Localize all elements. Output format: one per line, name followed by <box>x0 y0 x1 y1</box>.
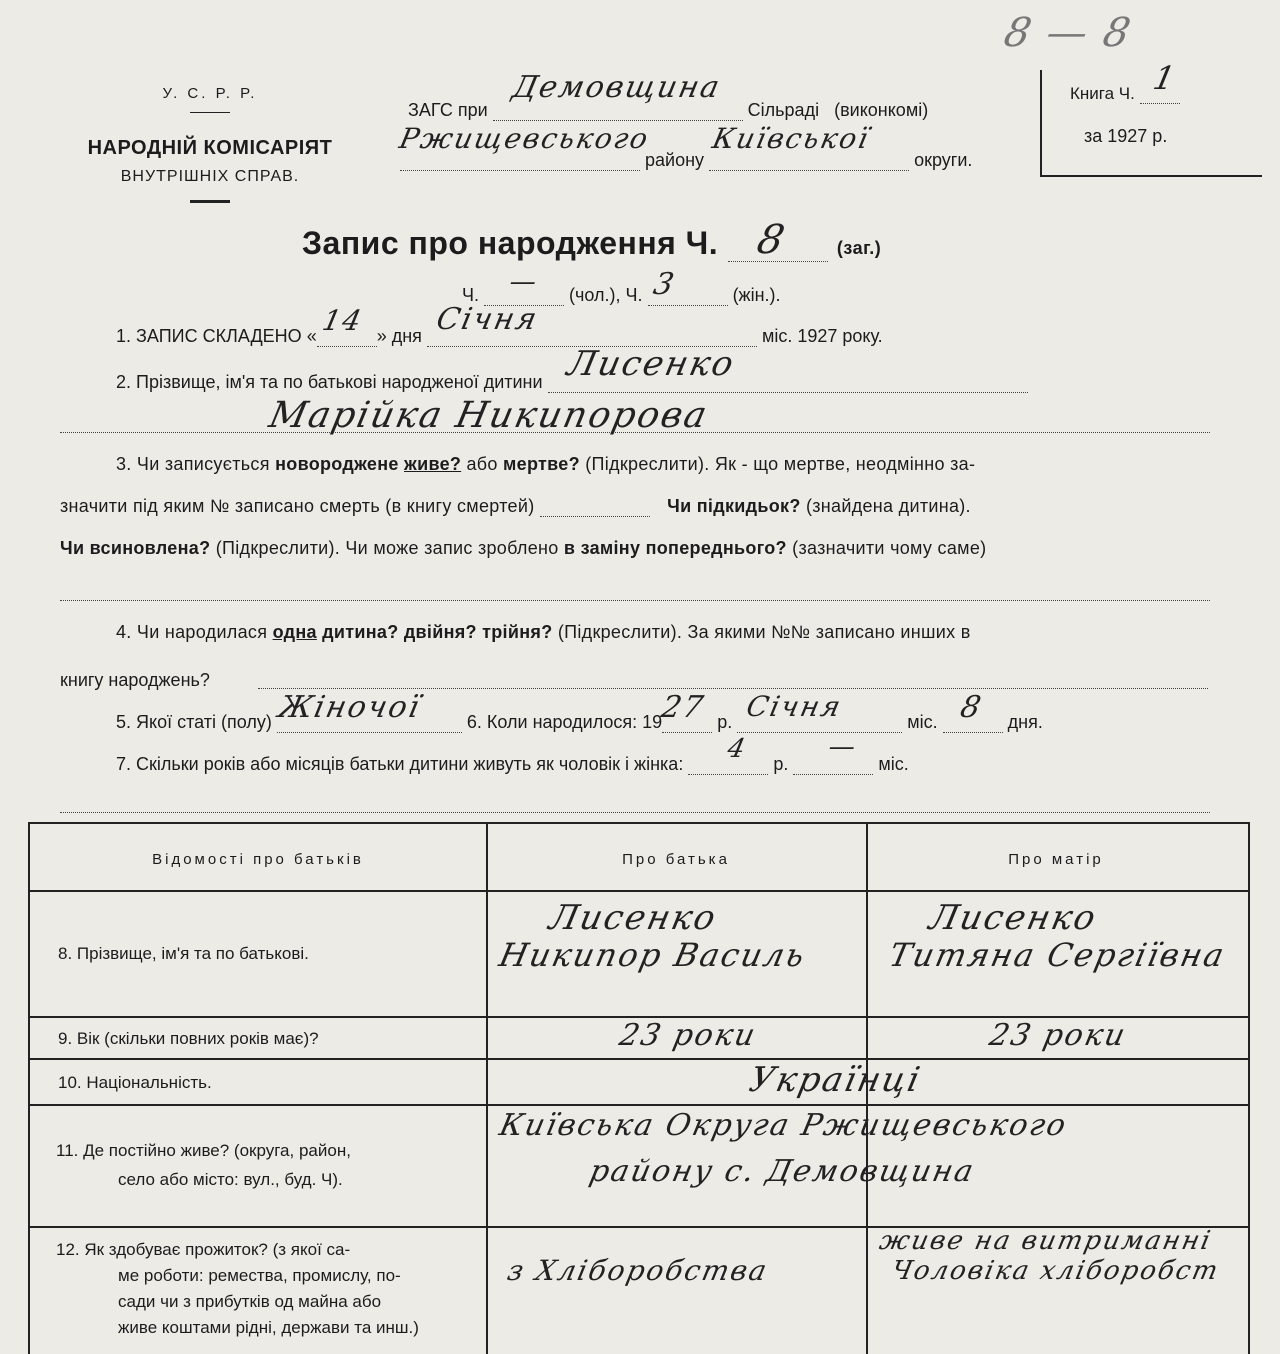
father-name-handwritten: Никипор Василь <box>495 936 810 974</box>
field-3-text: (знайдена дитина). <box>805 496 971 516</box>
mother-occupation-handwritten-1: живе на витриманні <box>876 1226 1215 1256</box>
mother-surname-handwritten: Лисенко <box>925 898 1101 938</box>
field-7 <box>116 732 909 775</box>
foundling-option: Чи підкидьок? <box>667 496 801 516</box>
row-12-label-1: 12. Як здобуває прожиток? (з якої са- <box>56 1240 351 1259</box>
row-12-label-2: ме роботи: ремества, промислу, по- <box>118 1266 401 1285</box>
row-12-label-3: сади чи з прибутків од майна або <box>118 1292 382 1311</box>
single-option: одна <box>272 622 317 642</box>
field-3-line <box>60 600 1210 601</box>
field-3-text: (Підкреслити). Як - що мертве, неодмінно за- <box>585 454 976 474</box>
zhin-label: (жін.). <box>732 285 781 305</box>
table-row-divider <box>30 1104 1248 1106</box>
months-suffix: міс. <box>878 754 909 774</box>
field-3-line-2 <box>60 496 971 517</box>
col-header-father: Про батька <box>622 851 730 868</box>
father-age-handwritten: 23 роки <box>616 1018 760 1053</box>
chol-label: (чол.), Ч. <box>569 285 643 305</box>
row-8-label: 8. Прізвище, ім'я та по батькові. <box>58 944 309 963</box>
alive-option: живе? <box>404 454 462 474</box>
field-2-label: 2. Прізвище, ім'я та по батькові народженої дитини <box>116 372 543 392</box>
birth-year-handwritten: 27 <box>658 690 709 725</box>
mother-occupation-handwritten-2: Чоловіка хліборобст <box>888 1256 1223 1286</box>
record-title-text: Запис про народження Ч. <box>302 225 719 261</box>
okruhy-label: округи. <box>914 150 973 170</box>
father-occupation-handwritten: з Хліборобства <box>504 1254 772 1287</box>
field-4-line <box>258 688 1208 689</box>
residence-handwritten-2: району с. Демовщина <box>586 1154 979 1189</box>
field-7-label: 7. Скільки років або місяців батьки дитини живуть як чоловік і жінка: <box>116 754 684 774</box>
zags-prefix: ЗАГС при <box>408 100 488 120</box>
mother-name-handwritten: Титяна Сергіївна <box>885 936 1230 974</box>
female-count-handwritten: 3 <box>649 267 679 302</box>
field-1-tail: міс. 1927 року. <box>761 326 883 346</box>
field-3-line-1 <box>116 454 975 475</box>
field-5-6 <box>116 690 1043 733</box>
issuer-header <box>40 85 380 203</box>
child-surname-handwritten: Лисенко <box>563 344 739 384</box>
field-4-line-2 <box>60 670 210 691</box>
book-box <box>1040 59 1262 177</box>
record-number-handwritten: 8 <box>752 217 790 263</box>
commissariat-label: НАРОДНІЙ КОМІСАРІЯТ <box>87 137 333 159</box>
field-4-text: 4. Чи народилася <box>116 622 268 642</box>
married-months-handwritten: — <box>826 732 861 762</box>
multiple-options: дитина? двійня? трійня? <box>322 622 553 642</box>
father-surname-handwritten: Лисенко <box>545 898 721 938</box>
field-3-line-3 <box>60 538 986 559</box>
field-5-label: 5. Якої статі (полу) <box>116 712 272 732</box>
village-handwritten: Демовщина <box>508 70 724 105</box>
field-3-text: 3. Чи записується <box>116 454 270 474</box>
zags-line <box>408 70 929 121</box>
col-header-info: Відомості про батьків <box>152 851 364 868</box>
newborn-option: новороджене <box>275 454 399 474</box>
sex-handwritten: Жіночої <box>275 690 425 725</box>
child-name-handwritten: Марійка Никипорова <box>265 395 713 436</box>
book-label: Книга Ч. <box>1070 84 1135 103</box>
record-day-handwritten: 14 <box>319 304 366 337</box>
field-2 <box>116 344 1028 393</box>
dnya-label: дня <box>391 326 422 346</box>
year-suffix: р. <box>717 712 733 732</box>
corner-pencil-marks: 8 — 8 <box>1000 10 1137 56</box>
field-3-text: значити під яким № записано смерть (в книгу смертей) <box>60 496 535 516</box>
field-4-text: (Підкреслити). За якими №№ записано инших в <box>557 622 971 642</box>
table-row-divider <box>30 890 1248 892</box>
row-10-label: 10. Національність. <box>58 1073 212 1092</box>
divider <box>190 112 230 113</box>
field-7-line <box>60 812 1210 813</box>
record-month-handwritten: Січня <box>433 302 542 337</box>
silradi-label: Сільраді <box>747 100 820 120</box>
district-line <box>396 122 973 171</box>
vykonkomi-label: (виконкомі) <box>834 100 929 120</box>
field-4-line-1 <box>116 622 971 643</box>
field-1: 1. ЗАПИС СКЛАДЕНО « 14 » дня Січня міс. 1927 року. <box>116 302 883 346</box>
ch-label: Ч. <box>462 285 479 305</box>
male-count-handwritten: — <box>506 267 542 297</box>
row-9-label: 9. Вік (скільки повних років має)? <box>58 1029 319 1048</box>
adopted-option: Чи всиновлена? <box>60 538 211 558</box>
field-1-label: 1. ЗАПИС СКЛАДЕНО <box>116 326 302 346</box>
dead-option: мертве? <box>503 454 580 474</box>
book-number-handwritten: 1 <box>1149 59 1180 97</box>
birth-month-handwritten: Січня <box>743 690 846 723</box>
nationality-handwritten: Українці <box>745 1060 926 1100</box>
book-year: за 1927 р. <box>1084 126 1168 146</box>
divider <box>190 200 230 203</box>
district-handwritten: Ржищевського <box>396 122 653 155</box>
zag-label: (заг.) <box>836 238 882 258</box>
field-3-text: (Підкреслити). Чи може запис зроблено <box>215 538 559 558</box>
replacement-option: в заміну попереднього? <box>563 538 787 558</box>
birth-day-handwritten: 8 <box>956 690 986 725</box>
table-row-divider <box>30 1058 1248 1060</box>
day-suffix: дня. <box>1007 712 1043 732</box>
col-header-mother: Про матір <box>1008 851 1104 868</box>
state-label: У. С. Р. Р. <box>162 85 258 102</box>
okruha-handwritten: Київської <box>709 122 873 155</box>
field-3-text: (зазначити чому саме) <box>792 538 987 558</box>
month-suffix: міс. <box>907 712 938 732</box>
mother-age-handwritten: 23 роки <box>986 1018 1130 1053</box>
residence-handwritten-1: Київська Округа Ржищевського <box>496 1108 1071 1143</box>
years-suffix: р. <box>773 754 789 774</box>
rayonu-label: району <box>645 150 705 170</box>
field-4-text: книгу народжень? <box>60 670 210 690</box>
or-text: або <box>466 454 498 474</box>
table-col-divider <box>486 824 488 1354</box>
parents-table <box>28 822 1250 1354</box>
field-6-label: 6. Коли народилося: 19 <box>466 712 663 732</box>
row-12-label-4: живе коштами рідні, держави та инш.) <box>118 1318 419 1337</box>
row-11-label-1: 11. Де постійно живе? (округа, район, <box>56 1141 351 1160</box>
married-years-handwritten: 4 <box>725 734 751 764</box>
record-title <box>302 217 882 263</box>
department-label: ВНУТРІШНІХ СПРАВ. <box>120 168 300 185</box>
row-11-label-2: село або місто: вул., буд. Ч). <box>118 1170 343 1189</box>
